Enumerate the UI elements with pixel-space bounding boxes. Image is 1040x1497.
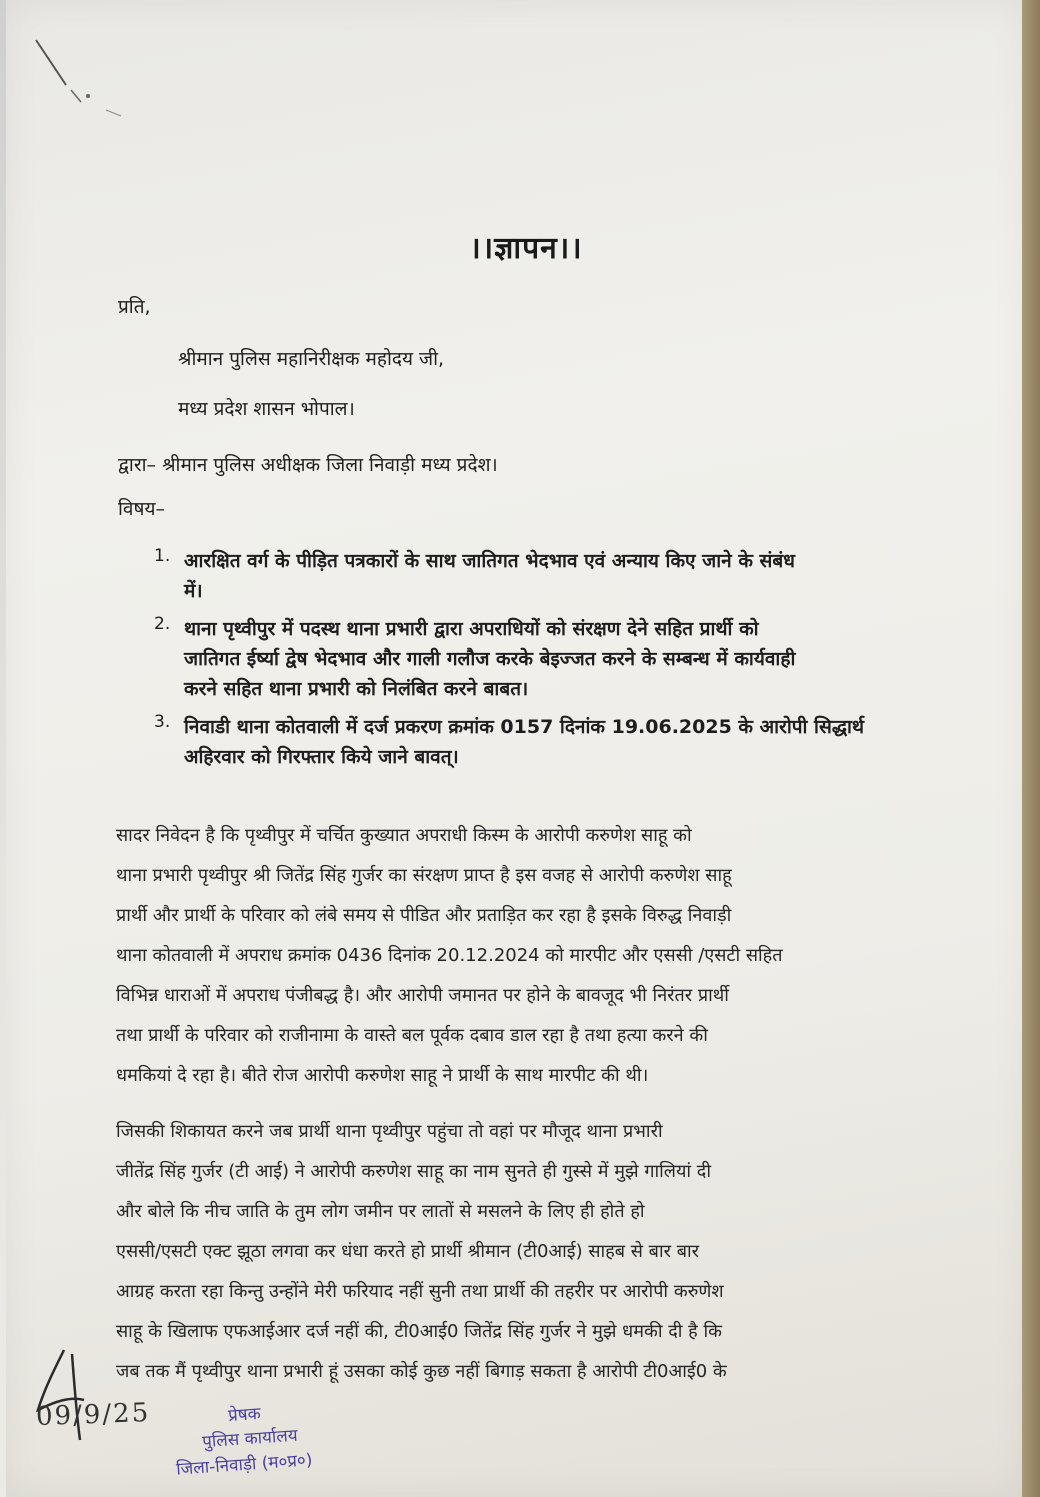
pen-mark — [26, 30, 146, 120]
subject-line: निवाडी थाना कोतवाली में दर्ज प्रकरण क्रमांक 0157 दिनांक 19.06.2025 के आरोपी सिद्धार्थ — [184, 716, 865, 738]
paper-sheet — [6, 0, 1026, 1497]
paragraph-line: तथा प्रार्थी के परिवार को राजीनामा के वास्ते बल पूर्वक दबाव डाल रहा है तथा हत्या करने की — [116, 1025, 708, 1046]
stamp-line-3: जिला-निवाड़ी (म०प्र०) — [175, 1450, 314, 1480]
subject-item — [154, 712, 944, 772]
paragraph-line: जीतेंद्र सिंह गुर्जर (टी आई) ने आरोपी करुणेश साहू का नाम सुनते ही गुस्से में मुझे गालियां दी — [116, 1161, 712, 1182]
subject-label: विषय– — [118, 498, 165, 520]
body-paragraph-1 — [116, 816, 916, 1096]
paragraph-line: एससी/एसटी एक्ट झूठा लगवा कर धंधा करते हो प्रार्थी श्रीमान (टी0आई) साहब से बार बार — [116, 1241, 699, 1262]
paragraph-line: और बोले कि नीच जाति के तुम लोग जमीन पर लातों से मसलने के लिए ही होते हो — [116, 1201, 645, 1222]
paragraph-line: प्रार्थी और प्रार्थी के परिवार को लंबे समय से पीडित और प्रताड़ित कर रहा है इसके विरुद्ध निवाड़ी — [116, 905, 732, 926]
subject-line: जातिगत ईर्ष्या द्वेष भेदभाव और गाली गलौज करके बेइज्जत करने के सम्बन्ध में कार्यवाही — [184, 648, 796, 670]
paragraph-line: धमकियां दे रहा है। बीते रोज आरोपी करुणेश साहू ने प्रार्थी के साथ मारपीट की थी। — [116, 1065, 649, 1086]
paragraph-line: थाना कोतवाली में अपराध क्रमांक 0436 दिनांक 20.12.2024 को मारपीट और एससी /एसटी सहित — [116, 945, 783, 966]
subject-line: करने सहित थाना प्रभारी को निलंबित करने बाबत। — [184, 678, 529, 700]
subject-line: में। — [184, 580, 203, 602]
background-edge — [1022, 0, 1040, 1497]
stamp-line-2: पुलिस कार्यालय — [201, 1425, 299, 1453]
subject-number: 1. — [154, 546, 171, 566]
salutation: प्रति, — [118, 296, 151, 318]
addressee-line-2: मध्य प्रदेश शासन भोपाल। — [178, 398, 355, 420]
paragraph-line: आग्रह करता रहा किन्तु उन्होंने मेरी फरियाद नहीं सुनी तथा प्रार्थी की तहरीर पर आरोपी करुणेश — [116, 1281, 724, 1302]
subject-line: अहिरवार को गिरफ्तार किये जाने बावत्। — [184, 746, 459, 768]
paragraph-line: सादर निवेदन है कि पृथ्वीपुर में चर्चित कुख्यात अपराधी किस्म के आरोपी करुणेश साहू को — [116, 825, 692, 846]
paragraph-line: जब तक मैं पृथ्वीपुर थाना प्रभारी हूं उसका कोई कुछ नहीं बिगाड़ सकता है आरोपी टी0आई0 के — [116, 1361, 727, 1382]
subject-line: आरक्षित वर्ग के पीड़ित पत्रकारों के साथ जातिगत भेदभाव एवं अन्याय किए जाने के संबंध — [184, 550, 795, 572]
paragraph-line: विभिन्न धाराओं में अपराध पंजीबद्ध है। और आरोपी जमानत पर होने के बावजूद भी निरंतर प्रार्थी — [116, 985, 729, 1006]
document-title: ।।ज्ञापन।। — [469, 231, 583, 266]
stamp-line-1: प्रेषक — [227, 1403, 262, 1427]
paragraph-line: जिसकी शिकायत करने जब प्रार्थी थाना पृथ्वीपुर पहुंचा तो वहां पर मौजूद थाना प्रभारी — [116, 1121, 663, 1142]
paragraph-line: थाना प्रभारी पृथ्वीपुर श्री जितेंद्र सिंह गुर्जर का संरक्षण प्राप्त है इस वजह से आरोपी करुणेश साहू — [116, 865, 732, 886]
handwritten-date: 09/9/25 — [35, 1398, 151, 1432]
subject-item — [154, 614, 944, 704]
subject-number: 2. — [154, 614, 171, 634]
subject-list — [154, 546, 944, 780]
addressee-line-1: श्रीमान पुलिस महानिरीक्षक महोदय जी, — [178, 348, 445, 370]
paragraph-line: साहू के खिलाफ एफआईआर दर्ज नहीं की, टी0आई0 जितेंद्र सिंह गुर्जर ने मुझे धमकी दी है कि — [116, 1321, 722, 1342]
via-line: द्वारा– श्रीमान पुलिस अधीक्षक जिला निवाड़ी मध्य प्रदेश। — [118, 454, 498, 476]
subject-line: थाना पृथ्वीपुर में पदस्थ थाना प्रभारी द्वारा अपराधियों को संरक्षण देने सहित प्रार्थी को — [184, 618, 759, 640]
subject-number: 3. — [154, 712, 171, 732]
subject-item — [154, 546, 944, 606]
